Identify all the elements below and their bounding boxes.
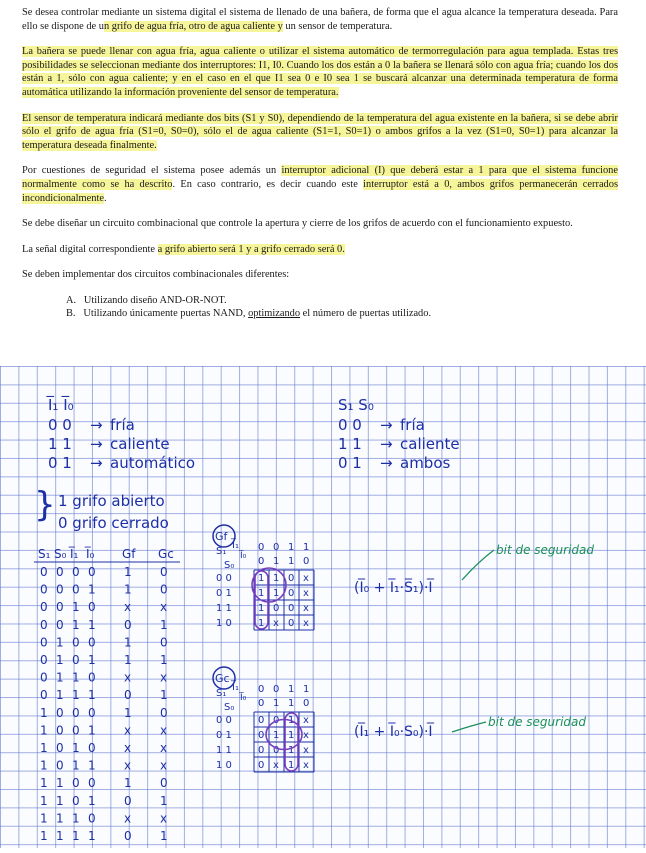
option-label: B. — [66, 307, 84, 319]
truth-cell: x — [124, 600, 132, 615]
arrow-icon: → — [90, 454, 103, 472]
option-label: A. — [66, 294, 84, 306]
truth-cell: 1 — [88, 758, 96, 773]
option-text: Utilizando diseño AND-OR-NOT. — [83, 294, 227, 306]
kmap-cell: 1 — [258, 603, 265, 614]
truth-cell: 1 — [56, 829, 64, 843]
safety-bit-note: bit de seguridad — [496, 543, 594, 557]
kmap-corner-mid: I̅₀ — [240, 551, 247, 561]
truth-cell: 1 — [88, 582, 96, 597]
kmap-cell: 0 — [258, 730, 265, 741]
truth-cell: x — [124, 811, 132, 826]
truth-cell: 1 — [72, 758, 80, 773]
kmap-tag: Gc — [215, 672, 230, 685]
truth-cell: 1 — [88, 793, 96, 808]
kmap-corner-top: I̅₁ — [232, 540, 239, 551]
paragraph-5 — [22, 217, 618, 231]
kmap-col-bot: 0 — [303, 698, 310, 709]
kmap-cell: 1 — [258, 588, 265, 599]
truth-cell: 0 — [40, 653, 48, 667]
truth-cell: 0 — [88, 670, 96, 685]
kmap-cell: 0 — [258, 715, 265, 726]
truth-cell: 1 — [124, 565, 132, 579]
kmap-corner-left: S₁ — [216, 546, 227, 557]
option-a — [66, 294, 618, 307]
kmap-col-top: 1 — [303, 684, 310, 695]
arrow-icon: → — [380, 435, 393, 453]
truth-cell: 0 — [160, 635, 168, 650]
truth-cell: 0 — [56, 617, 64, 632]
truth-cell: 0 — [72, 793, 80, 808]
kmap-cell: 0 — [288, 588, 295, 599]
truth-cell: 0 — [72, 653, 80, 667]
sensor-header: S₁ S₀ — [338, 396, 374, 414]
truth-header: Gf — [122, 547, 136, 561]
truth-cell: 1 — [72, 829, 80, 843]
truth-cell: 0 — [124, 829, 132, 843]
truth-cell: 0 — [72, 723, 80, 738]
truth-cell: 1 — [160, 617, 168, 632]
highlighted-text: interruptor adicional (I) que deberá estar a 1 para que el sistema funcione normalmente como se ha descrito — [22, 165, 618, 190]
kmap-corner-row: S₀ — [224, 560, 235, 571]
truth-cell: 1 — [124, 776, 132, 791]
truth-cell: 0 — [72, 635, 80, 650]
truth-header: I̅₀ — [86, 547, 95, 561]
kmap-row-label: 1 0 — [216, 760, 232, 771]
kmap-cell: x — [303, 730, 309, 741]
kmap-cell: x — [273, 760, 279, 771]
truth-cell: x — [160, 600, 168, 615]
option-rest: el número de puertas utilizado. — [300, 307, 432, 319]
highlighted-text: La bañera se puede llenar con agua fría, agua caliente o utilizar el sistema automático de termorregulación para agua templada. Estas tres posibilidades se seleccionan mediante dos interruptores: I1, I0. Cuando los dos están a 0 la bañera se llenará sólo con agua fría; cuando los dos están a 1, sólo con agua caliente; y en el caso en el que I1 sea 0 e I0 sea 1 se buscará alcanzar una determinada temperatura de forma automática utilizando la información proveniente del sensor de temperatura. — [22, 46, 618, 98]
truth-cell: 0 — [88, 741, 96, 755]
mode-label: automático — [110, 454, 196, 472]
truth-cell: 1 — [88, 617, 96, 632]
truth-cell: x — [124, 741, 132, 755]
option-underlined: optimizando — [248, 307, 301, 319]
option-text: Utilizando únicamente puertas NAND, — [83, 307, 249, 319]
mode-bits: 1 1 — [48, 435, 72, 453]
kmap-cell: 0 — [258, 745, 265, 756]
kmap-col-top: 0 — [273, 684, 280, 695]
kmap-gc — [213, 667, 586, 772]
truth-cell: 0 — [124, 688, 132, 703]
kmap-row-label: 1 1 — [216, 603, 232, 614]
truth-cell: 0 — [72, 776, 80, 791]
kmap-col-top: 0 — [258, 684, 265, 695]
kmap-cell: x — [303, 760, 309, 771]
truth-cell: 1 — [160, 688, 168, 703]
kmap-col-bot: 0 — [258, 698, 265, 709]
truth-cell: 0 — [56, 723, 64, 738]
truth-cell: 0 — [72, 565, 80, 579]
truth-cell: 1 — [160, 653, 168, 667]
truth-cell: x — [160, 741, 168, 755]
truth-cell: 1 — [124, 653, 132, 667]
text: un sensor de temperatura. — [282, 20, 393, 32]
kmap-cell: 1 — [273, 730, 280, 741]
kmap-cell: 0 — [288, 618, 295, 629]
note-arrow-icon — [452, 722, 486, 732]
truth-header: S₁ — [38, 547, 51, 561]
arrow-icon: → — [90, 416, 103, 434]
truth-cell: 1 — [88, 723, 96, 738]
text: . — [103, 192, 107, 204]
truth-cell: 0 — [40, 582, 48, 597]
kmap-col-bot: 1 — [273, 698, 280, 709]
truth-cell: 1 — [160, 829, 168, 843]
truth-cell: 1 — [88, 829, 96, 843]
truth-cell: 0 — [88, 776, 96, 791]
mode-label: fría — [400, 416, 425, 434]
truth-cell: 1 — [160, 793, 168, 808]
truth-cell: 1 — [72, 741, 80, 755]
kmap-cell: 0 — [273, 745, 280, 756]
truth-cell: 1 — [72, 600, 80, 615]
truth-cell: x — [124, 723, 132, 738]
text: Se debe diseñar un circuito combinacional que controle la apertura y cierre de los grifos de acuerdo con el funcionamiento expuesto. — [22, 218, 573, 230]
kmap-col-top: 1 — [303, 542, 310, 553]
truth-cell: 0 — [40, 617, 48, 632]
paragraph-7 — [22, 268, 618, 282]
kmap-cell: 1 — [288, 730, 295, 741]
truth-cell: 1 — [56, 688, 64, 703]
kmap-cell: 0 — [273, 603, 280, 614]
truth-cell: 0 — [72, 582, 80, 597]
truth-cell: x — [124, 758, 132, 773]
truth-cell: 0 — [72, 705, 80, 720]
mode-bits: 0 0 — [338, 416, 362, 434]
switch-header: I̅₁ I̅₀ — [48, 396, 74, 414]
kmap-col-bot: 0 — [303, 556, 310, 567]
truth-cell: 0 — [56, 582, 64, 597]
truth-cell: 1 — [40, 723, 48, 738]
kmap-row-label: 0 1 — [216, 730, 232, 741]
kmap-col-bot: 1 — [288, 698, 295, 709]
handwritten-notes — [0, 366, 646, 848]
option-b — [66, 307, 618, 320]
kmap-col-bot: 0 — [258, 556, 265, 567]
truth-cell: 1 — [40, 793, 48, 808]
truth-cell: 1 — [40, 811, 48, 826]
kmap-col-top: 1 — [288, 684, 295, 695]
truth-cell: 1 — [56, 653, 64, 667]
mode-label: caliente — [400, 435, 460, 453]
highlighted-text: n grifo de agua fría, otro de agua caliente y — [103, 20, 283, 32]
truth-cell: 1 — [88, 653, 96, 667]
truth-cell: 1 — [124, 705, 132, 720]
kmap-cell: 1 — [288, 745, 295, 756]
kmap-row-label: 0 1 — [216, 588, 232, 599]
truth-cell: 1 — [56, 776, 64, 791]
kmap-corner-mid: I̅₀ — [240, 693, 247, 703]
truth-table — [34, 546, 180, 843]
truth-header: Gc — [158, 547, 174, 561]
truth-cell: 0 — [56, 705, 64, 720]
switch-table — [46, 395, 195, 472]
kmap-expression: (I̅₀ + I̅₁·S̅₁)·I̅ — [354, 580, 433, 596]
truth-cell: 1 — [88, 688, 96, 703]
truth-cell: 0 — [88, 600, 96, 615]
kmap-col-top: 1 — [288, 542, 295, 553]
mode-bits: 0 1 — [338, 454, 362, 472]
truth-cell: 1 — [72, 811, 80, 826]
text: La señal digital correspondiente — [22, 243, 158, 255]
truth-header: S₀ — [54, 547, 67, 561]
paragraph-4 — [22, 164, 618, 205]
kmap-cell: 0 — [273, 715, 280, 726]
truth-cell: 1 — [56, 811, 64, 826]
truth-cell: 1 — [40, 758, 48, 773]
valve-legend — [34, 485, 169, 532]
kmap-tag: Gf — [215, 530, 228, 543]
mode-bits: 1 1 — [338, 435, 362, 453]
paragraph-1 — [22, 6, 618, 33]
truth-cell: 1 — [40, 741, 48, 755]
truth-cell: 0 — [56, 758, 64, 773]
truth-cell: 0 — [160, 705, 168, 720]
truth-cell: 0 — [40, 670, 48, 685]
legend-brace: } — [34, 485, 56, 525]
note-arrow-icon — [462, 550, 494, 580]
text: Por cuestiones de seguridad el sistema posee además un — [22, 165, 282, 177]
truth-cell: 0 — [40, 635, 48, 650]
kmap-row-label: 1 1 — [216, 745, 232, 756]
kmap-cell: x — [303, 603, 309, 614]
paragraph-2 — [22, 45, 618, 99]
truth-cell: x — [160, 670, 168, 685]
truth-cell: 0 — [40, 688, 48, 703]
truth-cell: 0 — [88, 705, 96, 720]
kmap-row-label: 0 0 — [216, 715, 232, 726]
mode-bits: 0 0 — [48, 416, 72, 434]
truth-cell: 0 — [56, 565, 64, 579]
truth-cell: x — [160, 811, 168, 826]
highlighted-text: interruptor está a 0, ambos grifos permanecerán cerrados incondicionalmente — [22, 178, 618, 204]
truth-cell: 1 — [56, 793, 64, 808]
kmap-cell: 0 — [288, 573, 295, 584]
truth-cell: 0 — [124, 793, 132, 808]
kmap-col-bot: 1 — [273, 556, 280, 567]
text: Se deben implementar dos circuitos combinacionales diferentes: — [22, 269, 290, 281]
legend-closed: 0 grifo cerrado — [58, 514, 169, 532]
kmap-row-label: 0 0 — [216, 573, 232, 584]
mode-label: fría — [110, 416, 135, 434]
truth-cell: 1 — [40, 705, 48, 720]
truth-cell: 1 — [72, 688, 80, 703]
problem-statement — [22, 6, 618, 320]
truth-cell: 0 — [40, 565, 48, 579]
kmap-col-top: 0 — [258, 542, 265, 553]
handwritten-notes-sheet — [0, 366, 646, 848]
kmap-col-top: 0 — [273, 542, 280, 553]
truth-cell: 0 — [160, 565, 168, 579]
truth-cell: 1 — [72, 617, 80, 632]
arrow-icon: → — [380, 416, 393, 434]
truth-cell: 0 — [160, 776, 168, 791]
kmap-cell: x — [303, 573, 309, 584]
arrow-icon: → — [380, 454, 393, 472]
safety-bit-note: bit de seguridad — [488, 715, 586, 729]
truth-cell: 0 — [124, 617, 132, 632]
sensor-table — [338, 396, 460, 472]
kmap-expression: (I̅₁ + I̅₀·S₀)·I̅ — [354, 724, 433, 740]
kmap-cell: x — [303, 618, 309, 629]
kmap-corner-left: S₁ — [216, 688, 227, 699]
kmap-corner-top: I̅₁ — [232, 682, 239, 693]
kmap-cell: x — [303, 588, 309, 599]
truth-cell: 1 — [72, 670, 80, 685]
paragraph-3 — [22, 112, 618, 153]
legend-open: 1 grifo abierto — [58, 492, 165, 510]
truth-cell: 1 — [56, 670, 64, 685]
truth-cell: 0 — [88, 635, 96, 650]
mode-bits: 0 1 — [48, 454, 72, 472]
kmap-cell: 1 — [273, 573, 280, 584]
kmap-cell: x — [303, 715, 309, 726]
paragraph-6 — [22, 243, 618, 257]
kmap-cell: 0 — [258, 760, 265, 771]
text: Se desea controlar mediante un sistema digital el sistema de llenado de una bañera, de forma que el agua alcance la temperatura deseada. Para ello se dispone de u — [22, 7, 618, 32]
truth-cell: x — [124, 670, 132, 685]
highlighted-text: a grifo abierto será 1 y a grifo cerrado será 0. — [157, 243, 345, 255]
truth-cell: 1 — [124, 582, 132, 597]
truth-cell: 0 — [40, 600, 48, 615]
text: . En caso contrario, es decir cuando este — [172, 178, 364, 190]
kmap-cell: 1 — [258, 573, 265, 584]
truth-cell: 1 — [40, 829, 48, 843]
truth-cell: 1 — [56, 635, 64, 650]
kmap-gf — [213, 525, 594, 630]
kmap-cell: 1 — [288, 760, 295, 771]
kmap-cell: 1 — [288, 715, 295, 726]
arrow-icon: → — [90, 435, 103, 453]
truth-cell: 1 — [40, 776, 48, 791]
kmap-cell: x — [303, 745, 309, 756]
truth-cell: x — [160, 723, 168, 738]
kmap-corner-row: S₀ — [224, 702, 235, 713]
kmap-col-bot: 1 — [288, 556, 295, 567]
kmap-cell: x — [273, 618, 279, 629]
truth-cell: 1 — [124, 635, 132, 650]
kmap-cell: 1 — [258, 618, 265, 629]
truth-cell: 0 — [56, 600, 64, 615]
implementation-options — [22, 294, 618, 320]
truth-cell: 0 — [160, 582, 168, 597]
truth-header: I̅₁ — [70, 547, 79, 561]
mode-label: ambos — [400, 454, 451, 472]
mode-label: caliente — [110, 435, 170, 453]
kmap-cell: 0 — [288, 603, 295, 614]
truth-cell: 0 — [56, 741, 64, 755]
kmap-row-label: 1 0 — [216, 618, 232, 629]
truth-cell: 0 — [88, 811, 96, 826]
truth-cell: 0 — [88, 565, 96, 579]
kmap-cell: 1 — [273, 588, 280, 599]
highlighted-text: El sensor de temperatura indicará mediante dos bits (S1 y S0), dependiendo de la temperatura del agua existente en la bañera, si se debe abrir sólo el grifo de agua fría (S1=0, S0=0), sólo el de agua caliente (S1=1, S0=1) o ambos grifos a la vez (S1=0, S0=1) para alcanzar la temperatura deseada finalmente. — [22, 112, 618, 151]
truth-cell: x — [160, 758, 168, 773]
